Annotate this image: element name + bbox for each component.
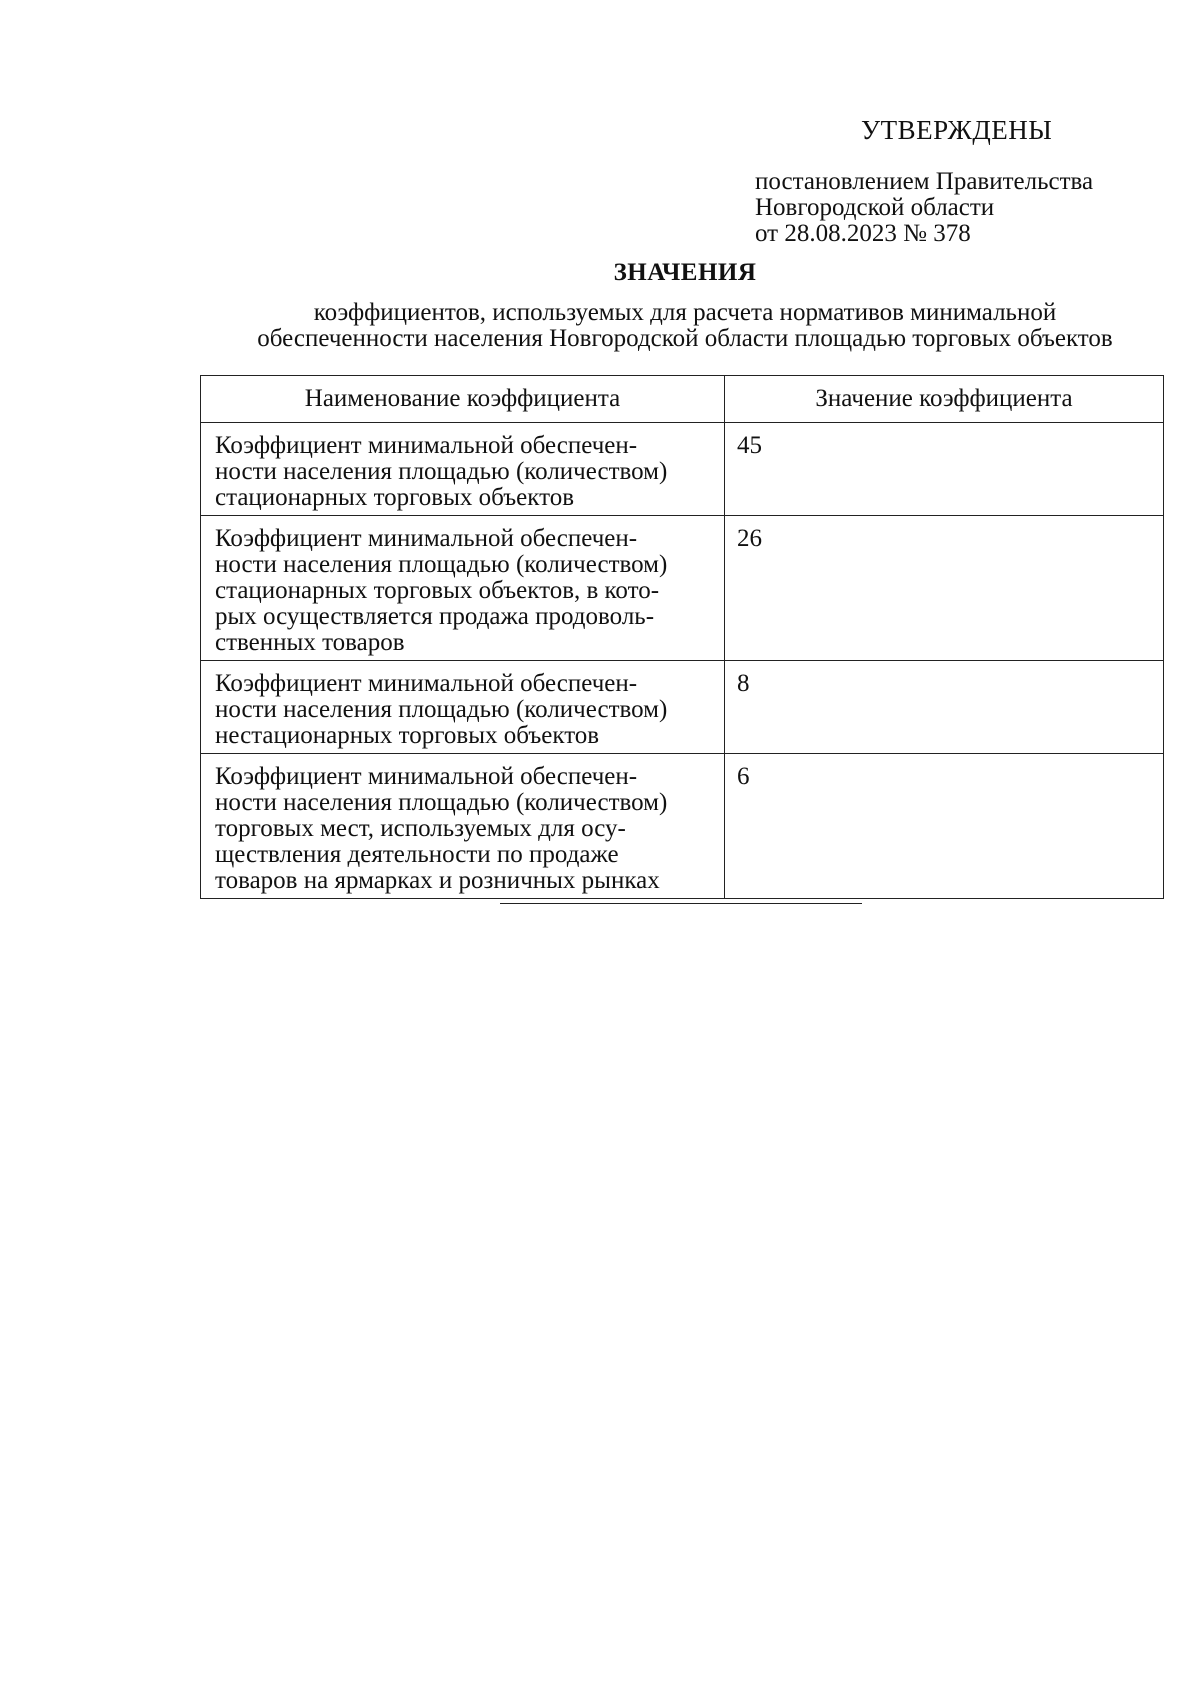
- document-subtitle: [200, 300, 1170, 352]
- coefficient-name-line: ности населения площадью (количеством): [215, 696, 668, 723]
- table-row: [201, 516, 1164, 661]
- end-separator-line: [500, 903, 862, 904]
- coefficient-name-cell: [201, 661, 725, 754]
- coefficient-name-line: торговых мест, используемых для осу-: [215, 815, 626, 842]
- document-subtitle-line: обеспеченности населения Новгородской области площадью торговых объектов: [257, 325, 1113, 352]
- coefficient-name-line: рых осуществляется продажа продоволь-: [215, 603, 655, 630]
- coefficient-name-line: ности населения площадью (количеством): [215, 551, 668, 578]
- coefficient-name-cell: [201, 754, 725, 899]
- approval-line-resolution: постановлением Правительства: [755, 168, 1094, 195]
- approval-line-region: Новгородской области: [755, 194, 995, 221]
- table-row: [201, 423, 1164, 516]
- coefficient-value-cell: 45: [725, 423, 1164, 516]
- coefficient-value-cell: 6: [725, 754, 1164, 899]
- table-row: [201, 754, 1164, 899]
- coefficient-name-cell: [201, 423, 725, 516]
- coefficient-name-cell: [201, 516, 725, 661]
- column-header-value: Значение коэффициента: [725, 376, 1164, 423]
- table-row: [201, 661, 1164, 754]
- coefficient-name-line: ности населения площадью (количеством): [215, 789, 668, 816]
- table-header-row: [201, 376, 1164, 423]
- coefficient-name-line: товаров на ярмарках и розничных рынках: [215, 867, 660, 894]
- coefficient-name-line: Коэффициент минимальной обеспечен-: [215, 763, 638, 790]
- coefficient-name-line: ности населения площадью (количеством): [215, 458, 668, 485]
- coefficient-value-cell: 8: [725, 661, 1164, 754]
- coefficient-name-line: Коэффициент минимальной обеспечен-: [215, 432, 638, 459]
- coefficient-name-line: ственных товаров: [215, 629, 405, 656]
- coefficient-name-line: нестационарных торговых объектов: [215, 722, 600, 749]
- document-title: ЗНАЧЕНИЯ: [613, 259, 757, 286]
- document-subtitle-line: коэффициентов, используемых для расчета нормативов минимальной: [313, 299, 1057, 326]
- coefficient-name-line: Коэффициент минимальной обеспечен-: [215, 670, 638, 697]
- coefficient-name-line: стационарных торговых объектов, в кото-: [215, 577, 660, 604]
- coefficient-name-line: стационарных торговых объектов: [215, 484, 574, 511]
- approval-line-date-number: от 28.08.2023 № 378: [755, 220, 971, 247]
- coefficient-name-line: ществления деятельности по продаже: [215, 841, 619, 868]
- approval-heading: УТВЕРЖДЕНЫ: [861, 115, 1053, 145]
- coefficient-name-line: Коэффициент минимальной обеспечен-: [215, 525, 638, 552]
- coefficient-value-cell: 26: [725, 516, 1164, 661]
- approval-block: [755, 113, 1175, 247]
- column-header-name: Наименование коэффициента: [201, 376, 725, 423]
- coefficients-table: [200, 375, 1164, 899]
